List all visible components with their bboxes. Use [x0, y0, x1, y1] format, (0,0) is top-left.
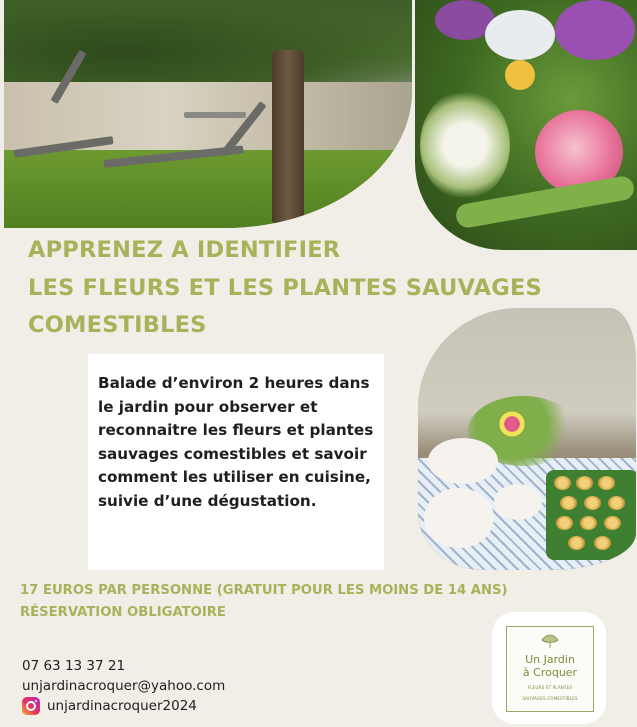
phone-number[interactable]: 07 63 13 37 21 [22, 658, 126, 674]
flowers-photo [415, 0, 637, 250]
garden-photo [4, 0, 412, 228]
mini-tart [598, 476, 615, 490]
flower [555, 0, 635, 60]
logo-tagline-line-2: SAUVAGES COMESTIBLES [522, 696, 578, 701]
logo-name-line-1: Un Jardin [525, 653, 575, 666]
headline-line-1: APPRENEZ A IDENTIFIER [28, 237, 341, 263]
garden-table [184, 112, 246, 118]
tart-tray [546, 470, 636, 560]
instagram-handle[interactable]: unjardinacroquer2024 [47, 698, 197, 714]
mini-tart [556, 516, 573, 530]
contact-block [22, 656, 225, 716]
logo-tagline-line-1: FLEURS ET PLANTES [527, 685, 573, 690]
mini-tart [584, 496, 601, 510]
plate [424, 488, 494, 548]
mini-tart [560, 496, 577, 510]
mini-tart [604, 516, 621, 530]
flower [505, 60, 535, 90]
elderflower [420, 90, 510, 200]
mini-tart [568, 536, 585, 550]
email-address[interactable]: unjardinacroquer@yahoo.com [22, 678, 226, 694]
lawn [4, 150, 412, 228]
logo [506, 626, 594, 712]
logo-badge [492, 612, 606, 724]
mini-tart [576, 476, 593, 490]
mini-tart [554, 476, 571, 490]
headline-line-2: LES FLEURS ET LES PLANTES SAUVAGES [28, 274, 542, 301]
plate [428, 438, 498, 484]
logo-name-line-2: à Croquer [522, 666, 578, 679]
mini-tart [580, 516, 597, 530]
ginkgo-leaf-icon [539, 633, 561, 649]
pricing [20, 580, 508, 624]
mini-tart [608, 496, 625, 510]
tree-trunk [272, 50, 304, 225]
instagram-icon [22, 697, 40, 715]
description-card [88, 354, 384, 570]
price-line: 17 EUROS PAR PERSONNE (GRATUIT POUR LES MOINS DE 14 ANS) [20, 583, 508, 598]
mini-tart [594, 536, 611, 550]
dip-bowl [494, 484, 542, 520]
flower [485, 10, 555, 60]
booking-line: RÉSERVATION OBLIGATOIRE [20, 605, 226, 620]
tasting-photo [418, 308, 636, 570]
description-text: Balade d’environ 2 heures dans le jardin pour observer et reconnaitre les fleurs et plantes sauvages comestibles et savoir comment les utiliser en cuisine, suivie d’une dégustation. [98, 374, 374, 510]
headline-line-3: COMESTIBLES [28, 312, 207, 338]
instagram-row[interactable] [22, 696, 225, 716]
